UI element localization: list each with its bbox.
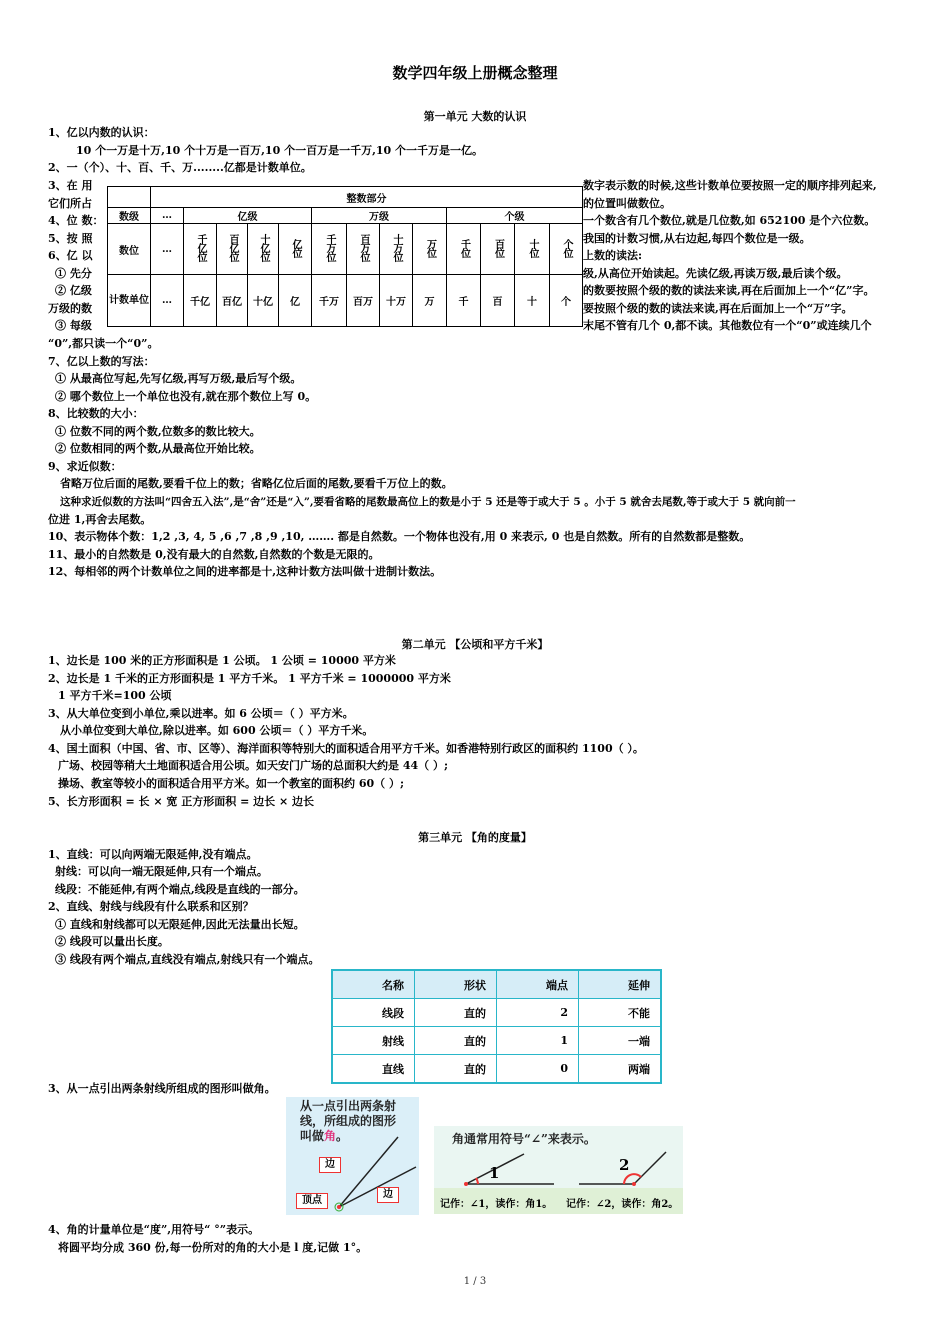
place-cell: 千亿位 [195,234,206,261]
text-line: 省略万位后面的尾数,要看千位上的数；省略亿位后面的尾数,要看千万位上的数。 [60,477,453,490]
text-line: “0”,都只读一个“0”。 [48,337,159,350]
text-fragment: 一个数含有几个数位,就是几位数,如 652100 是个六位数。 [583,214,876,227]
text-line: ① 位数不同的两个数,位数多的数比较大。 [55,425,261,438]
text-fragment: 的数要按照个级的数的读法来读,再在后面加上一个“亿”字。 [583,284,875,297]
text-line: 这种求近似数的方法叫“四舍五入法”,是“舍”还是“入”,要看省略的尾数最高位上的数是小于 5 还是等于或大于 5 。小于 5 就舍去尾数,等于或大于 5 就向前一 [60,496,796,508]
text-fragment: 级,从高位开始读起。先读亿级,再读万级,最后读个级。 [583,267,848,280]
picture-text: 叫做 [300,1129,325,1143]
angle-word: 角 [324,1129,337,1143]
unit-cell: 千亿 [184,275,217,327]
side-label: 边 [377,1187,399,1203]
text-line: ② 哪个数位上一个单位也没有,就在那个数位上写 0。 [55,390,317,403]
text-fragment: 要按照个级的数的读法来读,再在后面加上一个“万”字。 [583,302,853,315]
place-cell: 十亿位 [258,234,269,261]
angle-number: 1 [489,1164,500,1182]
table-cell: 直的 [415,999,497,1027]
unit2-heading: 第二单元 【公顷和平方千米】 [401,638,549,651]
text-line: 12、每相邻的两个计数单位之间的进率都是十,这种计数方法叫做十进制计数法。 [48,565,442,578]
unit-cell: 十万 [380,275,413,327]
table-cell: 一端 [579,1027,662,1055]
text-line: 7、亿以上数的写法： [48,355,155,368]
text-line: 线段：不能延伸,有两个端点,线段是直线的一部分。 [55,883,305,896]
picture-text: 。 [336,1129,349,1143]
vertex-label: 顶点 [296,1193,328,1209]
text-line: ② 线段可以量出长度。 [55,935,169,948]
place-value-table [107,186,583,327]
text-line: 8、比较数的大小： [48,407,144,420]
unit-cell: 千 [447,275,481,327]
row-label: 计数单位 [108,275,151,327]
text-line: 位进 1,再舍去尾数。 [48,513,152,526]
place-cell: 个位 [561,238,572,257]
text-fragment: 6、亿 以 [48,249,93,262]
text-fragment: 上数的读法: [583,249,643,262]
page-number: 1 / 3 [463,1276,487,1287]
table-header: 整数部分 [151,187,583,208]
place-cell: 百亿位 [227,234,238,261]
text-line: ① 直线和射线都可以无限延伸,因此无法量出长短。 [55,918,305,931]
text-fragment: 万级的数 [48,302,92,315]
text-line: 4、国土面积（中国、省、市、区等）、海洋面积等特别大的面积适合用平方千米。如香港特别行政区的面积约 1100（ ）。 [48,742,644,755]
text-line: 从小单位变到大单位,除以进率。如 600 公顷＝（ ）平方千米。 [60,724,374,737]
place-cell: 万位 [424,238,436,257]
text-fragment: 的位置叫做数位。 [583,197,671,210]
text-fragment: 4、位 数： [48,214,104,227]
unit3-heading: 第三单元 【角的度量】 [418,831,532,844]
unit-cell: 千万 [312,275,347,327]
picture-text: 线，所组成的图形 [300,1114,397,1128]
table-cell: 两端 [579,1055,662,1084]
picture-text: 角通常用符号“∠”来表示。 [452,1132,596,1146]
text-line: 10、表示物体个数：1,2 ,3, 4, 5 ,6 ,7 ,8 ,9 ,10, ……. 都是自然数。一个物体也没有,用 0 来表示, 0 也是自然数。所有的自然数都是整数。 [48,530,751,543]
level-label: 万级 [312,208,447,224]
text-line: 2、边长是 1 千米的正方形面积是 1 平方千米。 1 平方千米 = 1000000 平方米 [48,672,451,685]
text-line: ① 从最高位写起,先写亿级,再写万级,最后写个级。 [55,372,302,385]
unit-cell: 万 [413,275,447,327]
text-line: 9、求近似数： [48,460,122,473]
text-fragment: 数字表示数的时候,这些计数单位要按照一定的顺序排列起来, [583,179,877,192]
unit-cell: 十亿 [248,275,279,327]
text-fragment: ① 先分 [55,267,92,280]
notation-note: 记作：∠1，读作：角1。 [440,1199,553,1210]
text-line: 4、角的计量单位是“度”,用符号“ °”表示。 [48,1223,260,1236]
column-header: 形状 [415,970,497,999]
table-cell: 直的 [415,1027,497,1055]
text-line: 10 个一万是十万,10 个十万是一百万,10 个一百万是一千万,10 个一千万是一亿。 [76,144,484,157]
place-cell: 亿位 [290,238,301,257]
text-fragment: 我国的计数习惯,从右边起,每四个数位是一级。 [583,232,811,245]
text-line: 1、亿以内数的认识： [48,126,155,139]
unit-cell: 百万 [347,275,380,327]
text-line: 11、最小的自然数是 0,没有最大的自然数,自然数的个数是无限的。 [48,548,380,561]
place-cell: 千万位 [324,234,335,261]
table-cell: 2 [497,999,579,1027]
table-cell: 0 [497,1055,579,1084]
place-cell: 百位 [492,238,504,257]
table-cell: 直的 [415,1055,497,1084]
text-line: 射线：可以向一端无限延伸,只有一个端点。 [55,865,268,878]
unit-cell: 十 [515,275,550,327]
unit1-heading: 第一单元 大数的认识 [423,110,527,123]
angle-number: 2 [619,1156,630,1174]
unit-cell: 百亿 [217,275,248,327]
place-cell: 十位 [527,238,538,257]
page-title: 数学四年级上册概念整理 [392,64,558,82]
text-fragment: 末尾不管有几个 0,都不读。其他数位有一个“0”或连续几个 [583,319,872,332]
unit-cell: 个 [550,275,583,327]
dots-cell: … [151,208,184,224]
text-line: 1、边长是 100 米的正方形面积是 1 公顷。 1 公顷 = 10000 平方米 [48,654,396,667]
text-line: 1 平方千米=100 公顷 [58,689,172,702]
place-cell: 十万位 [391,234,402,261]
blank-cell [108,187,151,208]
table-cell: 射线 [332,1027,415,1055]
text-line: 3、从大单位变到小单位,乘以进率。如 6 公顷＝（ ）平方米。 [48,707,354,720]
angle-definition-picture [286,1097,419,1215]
notation-note: 记作：∠2，读作：角2。 [566,1199,679,1210]
level-label: 亿级 [184,208,312,224]
text-line: ③ 线段有两个端点,直线没有端点,射线只有一个端点。 [55,953,320,966]
column-header: 名称 [332,970,415,999]
dots-cell: … [151,275,184,327]
dots-cell: … [151,224,184,275]
text-line: 操场、教室等较小的面积适合用平方米。如一个教室的面积约 60（ ）; [58,777,405,790]
column-header: 端点 [497,970,579,999]
text-fragment: 3、在 用 [48,179,93,192]
text-line: 2、一（个）、十、百、千、万........亿都是计数单位。 [48,161,312,174]
text-line: 5、长方形面积 = 长 × 宽 正方形面积 = 边长 × 边长 [48,795,314,808]
row-label: 数位 [108,224,151,275]
text-line: 2、直线、射线与线段有什么联系和区别？ [48,900,254,913]
text-fragment: ③ 每级 [55,319,92,332]
row-label: 数级 [108,208,151,224]
side-label: 边 [319,1157,341,1173]
unit-cell: 百 [481,275,515,327]
table-cell: 线段 [332,999,415,1027]
text-line: 3、从一点引出两条射线所组成的图形叫做角。 [48,1082,276,1095]
table-cell: 不能 [579,999,662,1027]
angle-notation-picture [434,1126,683,1214]
picture-text: 从一点引出两条射 [300,1099,397,1113]
table-cell: 1 [497,1027,579,1055]
column-header: 延伸 [579,970,662,999]
text-line: ② 位数相同的两个数,从最高位开始比较。 [55,442,261,455]
place-cell: 百万位 [358,234,369,261]
level-label: 个级 [447,208,583,224]
text-fragment: ② 亿级 [55,284,92,297]
unit-cell: 亿 [279,275,312,327]
text-line: 广场、校园等稍大土地面积适合用公顷。如天安门广场的总面积大约是 44（ ）; [58,759,449,772]
text-fragment: 它们所占 [48,197,92,210]
text-fragment: 5、按 照 [48,232,93,245]
place-cell: 千位 [458,238,470,257]
table-cell: 直线 [332,1055,415,1084]
line-comparison-table [331,969,662,1084]
text-line: 将圆平均分成 360 份,每一份所对的角的大小是 l 度,记做 1°。 [58,1241,368,1254]
text-line: 1、直线：可以向两端无限延伸,没有端点。 [48,848,258,861]
